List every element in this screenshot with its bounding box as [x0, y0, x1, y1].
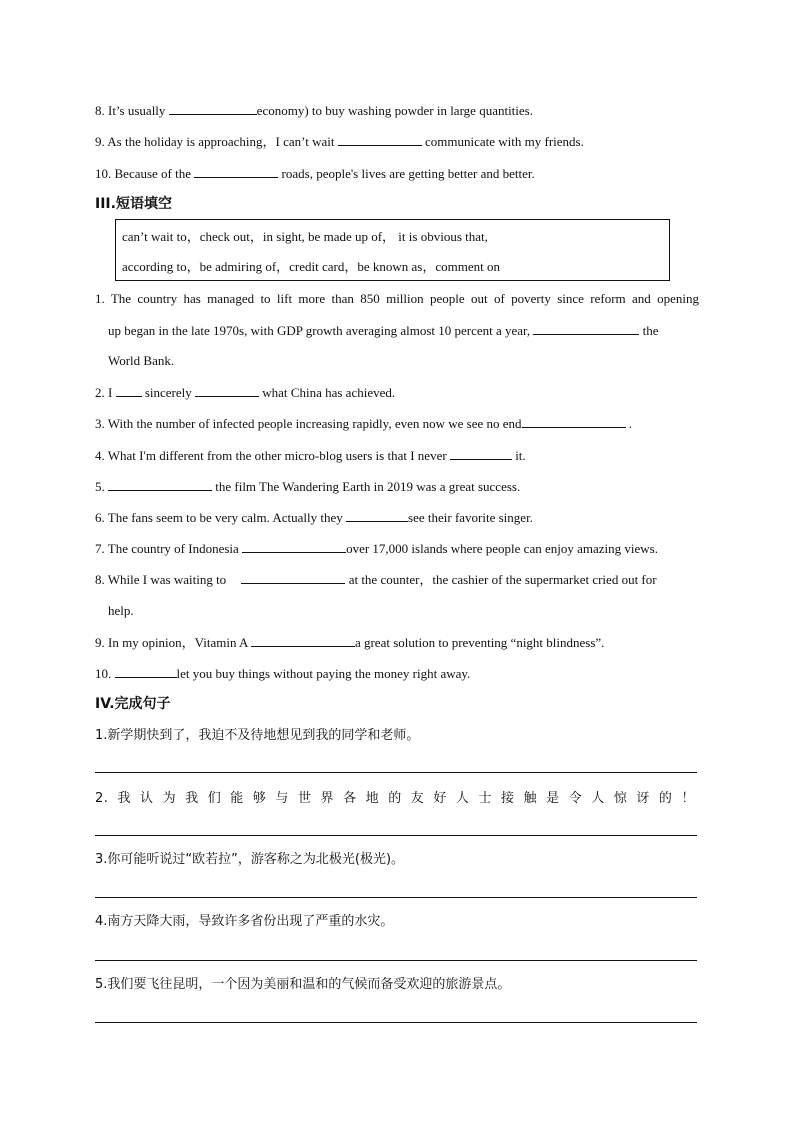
item-text: 9. In my opinion，Vitamin A	[95, 635, 251, 650]
item-text: sincerely	[141, 385, 196, 400]
answer-line[interactable]	[95, 897, 697, 898]
exercise-item-3-8-line-1	[95, 570, 701, 589]
translation-item-5: 5.我们要飞往昆明，一个因为美丽和温和的气候而备受欢迎的旅游景点。	[95, 977, 511, 992]
item-text: up began in the late 1970s, with GDP growth averaging almost 10 percent a year,	[108, 323, 534, 338]
answer-line[interactable]	[95, 960, 697, 961]
exercise-item-3-9	[95, 633, 705, 652]
item-text: the	[639, 323, 659, 338]
item-text: 5.	[95, 479, 108, 494]
item-text: let you buy things without paying the money right away.	[176, 666, 471, 681]
exercise-item-3-1-line-3: World Bank.	[108, 353, 175, 368]
answer-line[interactable]	[95, 1022, 697, 1023]
exercise-item-3-10	[95, 664, 705, 683]
exercise-item-3-5	[95, 477, 705, 496]
exercise-item-3-6	[95, 508, 705, 527]
item-text: 10.	[95, 666, 115, 681]
item-text: Because of the	[114, 166, 195, 181]
answer-blank[interactable]	[115, 664, 177, 678]
exercise-item-3-7	[95, 539, 705, 558]
item-number: 10.	[95, 166, 112, 181]
answer-blank[interactable]	[533, 321, 639, 335]
exercise-item-3-3	[95, 414, 705, 433]
exercise-item-3-8-line-2: help.	[108, 603, 134, 618]
answer-blank[interactable]	[251, 633, 355, 647]
exercise-item-3-2	[95, 383, 705, 402]
item-number: 8.	[95, 103, 105, 118]
item-text: .	[625, 416, 633, 431]
item-text: at the counter，the cashier of the supermarket cried out for	[345, 572, 657, 587]
phrase-bank-box	[115, 219, 670, 281]
translation-item-3: 3.你可能听说过“欧若拉”，游客称之为北极光(极光)。	[95, 852, 405, 867]
exercise-item-3-1-line-2	[108, 321, 700, 340]
translation-item-1: 1.新学期快到了，我迫不及待地想见到我的同学和老师。	[95, 728, 420, 743]
exercise-item-3-4	[95, 446, 705, 465]
item-text: 8. While I was waiting to	[95, 572, 230, 587]
item-text: what China has achieved.	[259, 385, 396, 400]
item-text: economy) to buy washing powder in large quantities.	[256, 103, 533, 118]
item-text: over 17,000 islands where people can enjoy amazing views.	[346, 541, 658, 556]
answer-blank[interactable]	[116, 383, 142, 397]
item-text: the film The Wandering Earth in 2019 was a great success.	[212, 479, 521, 494]
item-number: 9.	[95, 134, 105, 149]
exercise-item-3-1-line-1: 1. The country has managed to lift more than 850 million people out of poverty since reform and opening	[95, 291, 699, 306]
item-text: 2. I	[95, 385, 116, 400]
item-text: communicate with my friends.	[421, 134, 584, 149]
answer-line[interactable]	[95, 772, 697, 773]
item-text: 7. The country of Indonesia	[95, 541, 243, 556]
translation-item-2: 2.我认为我们能够与世界各地的友好人士接触是令人惊讶的！	[95, 791, 695, 806]
phrase-bank-row-2: according to，be admiring of，credit card，be known as，comment on	[122, 259, 500, 274]
answer-blank[interactable]	[108, 477, 212, 491]
translation-item-4: 4.南方天降大雨，导致许多省份出现了严重的水灾。	[95, 914, 394, 929]
answer-blank[interactable]	[194, 164, 278, 178]
answer-blank[interactable]	[242, 539, 346, 553]
item-text: 3. With the number of infected people increasing rapidly, even now we see no end	[95, 416, 522, 431]
answer-blank[interactable]	[346, 508, 408, 522]
exercise-item-2-8	[95, 101, 705, 120]
answer-blank[interactable]	[450, 446, 512, 460]
answer-line[interactable]	[95, 835, 697, 836]
item-text: roads, people's lives are getting better and better.	[278, 166, 535, 181]
item-text: a great solution to preventing “night blindness”.	[354, 635, 605, 650]
phrase-bank-row-1: can’t wait to，check out，in sight, be made up of， it is obvious that,	[122, 229, 488, 244]
item-text: see their favorite singer.	[408, 510, 533, 525]
answer-blank[interactable]	[241, 570, 345, 584]
answer-blank[interactable]	[338, 132, 422, 146]
item-text: 6. The fans seem to be very calm. Actually they	[95, 510, 347, 525]
exercise-item-2-9	[95, 132, 705, 151]
item-text: 4. What I'm different from the other micro-blog users is that I never	[95, 448, 450, 463]
answer-blank[interactable]	[195, 383, 259, 397]
answer-blank[interactable]	[522, 414, 626, 428]
answer-blank[interactable]	[169, 101, 257, 115]
item-text: It’s usually	[108, 103, 169, 118]
item-text: it.	[511, 448, 526, 463]
section-3-heading: III.短语填空	[95, 196, 172, 212]
item-text: As the holiday is approaching，I can’t wait	[107, 134, 338, 149]
exercise-item-2-10	[95, 164, 705, 183]
section-4-heading: IV.完成句子	[95, 696, 171, 712]
